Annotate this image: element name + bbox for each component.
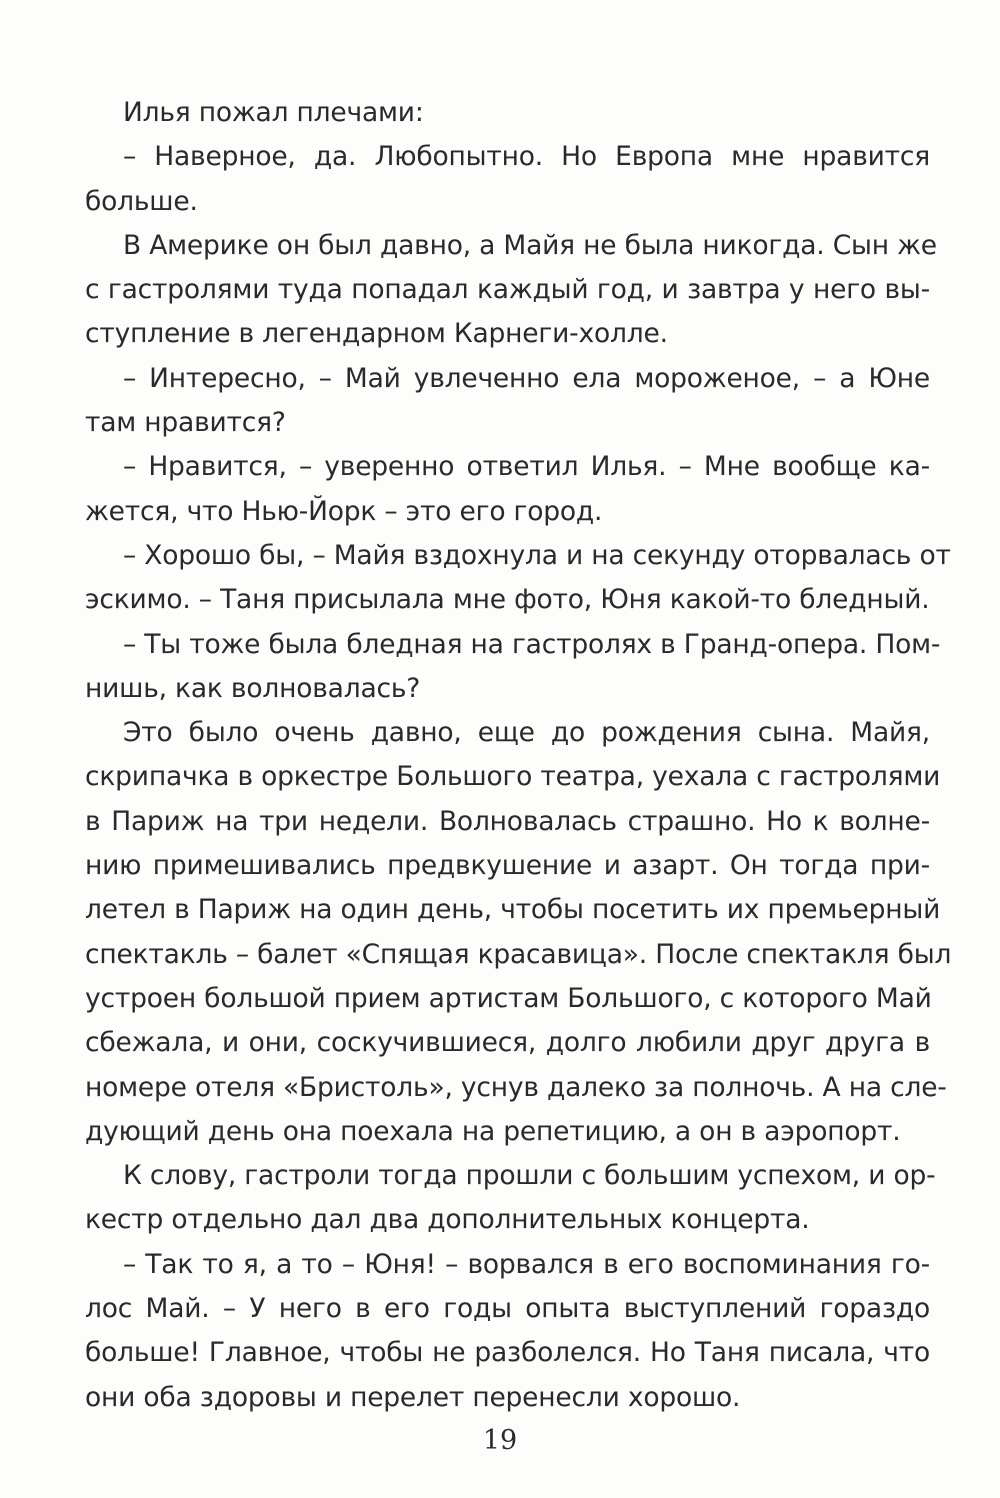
text-line: эскимо. – Таня присылала мне фото, Юня какой-то бледный.	[85, 584, 930, 616]
text-line: там нравится?	[85, 407, 286, 439]
text-line: они оба здоровы и перелет перенесли хорошо.	[85, 1381, 741, 1413]
text-line: сбежала, и они, соскучившиеся, долго любили друг друга в	[85, 1027, 930, 1059]
paragraph	[85, 224, 937, 357]
page-number: 19	[482, 1425, 518, 1456]
text-line: устроен большой прием артистам Большого, с которого Май	[85, 982, 932, 1014]
paragraph	[85, 1243, 930, 1420]
text-line: Илья пожал плечами:	[123, 97, 424, 128]
text-line: в Париж на три недели. Волновалась страшно. Но к волне-	[85, 805, 930, 837]
text-line: больше.	[85, 185, 198, 217]
text-line: Это было очень давно, еще до рождения сына. Майя,	[123, 717, 930, 749]
paragraph	[85, 91, 930, 135]
paragraph	[85, 623, 941, 712]
text-line: спектакль – балет «Спящая красавица». После спектакля был	[85, 938, 952, 970]
text-line: кестр отдельно дал два дополнительных концерта.	[85, 1204, 810, 1236]
text-line: – Наверное, да. Любопытно. Но Европа мне нравится	[123, 141, 930, 173]
text-line: нию примешивались предвкушение и азарт. Он тогда при-	[85, 850, 930, 882]
text-line: лос Май. – У него в его годы опыта выступлений гораздо	[85, 1293, 930, 1325]
paragraph	[85, 534, 951, 623]
text-line: – Ты тоже была бледная на гастролях в Гранд-опера. Пом-	[123, 628, 941, 660]
paragraph	[85, 357, 930, 446]
text-line: жется, что Нью-Йорк – это его город.	[85, 495, 603, 527]
paragraph	[85, 1154, 936, 1243]
text-line: ступление в легендарном Карнеги-холле.	[85, 318, 668, 350]
text-line: – Хорошо бы, – Майя вздохнула и на секунду оторвалась от	[123, 539, 951, 571]
body-text	[85, 91, 952, 1420]
paragraph	[85, 135, 930, 224]
text-line: летел в Париж на один день, чтобы посетить их премьерный	[85, 894, 941, 926]
text-line: больше! Главное, чтобы не разболелся. Но Таня писала, что	[85, 1337, 930, 1369]
paragraph	[85, 445, 930, 534]
text-line: номере отеля «Бристоль», уснув далеко за полночь. А на сле-	[85, 1071, 947, 1103]
paragraph	[85, 711, 952, 1154]
text-line: – Нравится, – уверенно ответил Илья. – Мне вообще ка-	[123, 451, 930, 483]
text-line: нишь, как волновалась?	[85, 672, 421, 704]
text-line: К слову, гастроли тогда прошли с большим успехом, и ор-	[123, 1160, 936, 1192]
text-line: с гастролями туда попадал каждый год, и завтра у него вы-	[85, 274, 930, 306]
text-line: – Так то я, а то – Юня! – ворвался в его воспоминания го-	[123, 1248, 930, 1280]
text-line: скрипачка в оркестре Большого театра, уехала с гастролями	[85, 761, 941, 793]
text-line: дующий день она поехала на репетицию, а он в аэропорт.	[85, 1115, 901, 1147]
text-line: В Америке он был давно, а Майя не была никогда. Сын же	[123, 229, 937, 261]
text-line: – Интересно, – Май увлеченно ела мороженое, – а Юне	[123, 362, 930, 394]
